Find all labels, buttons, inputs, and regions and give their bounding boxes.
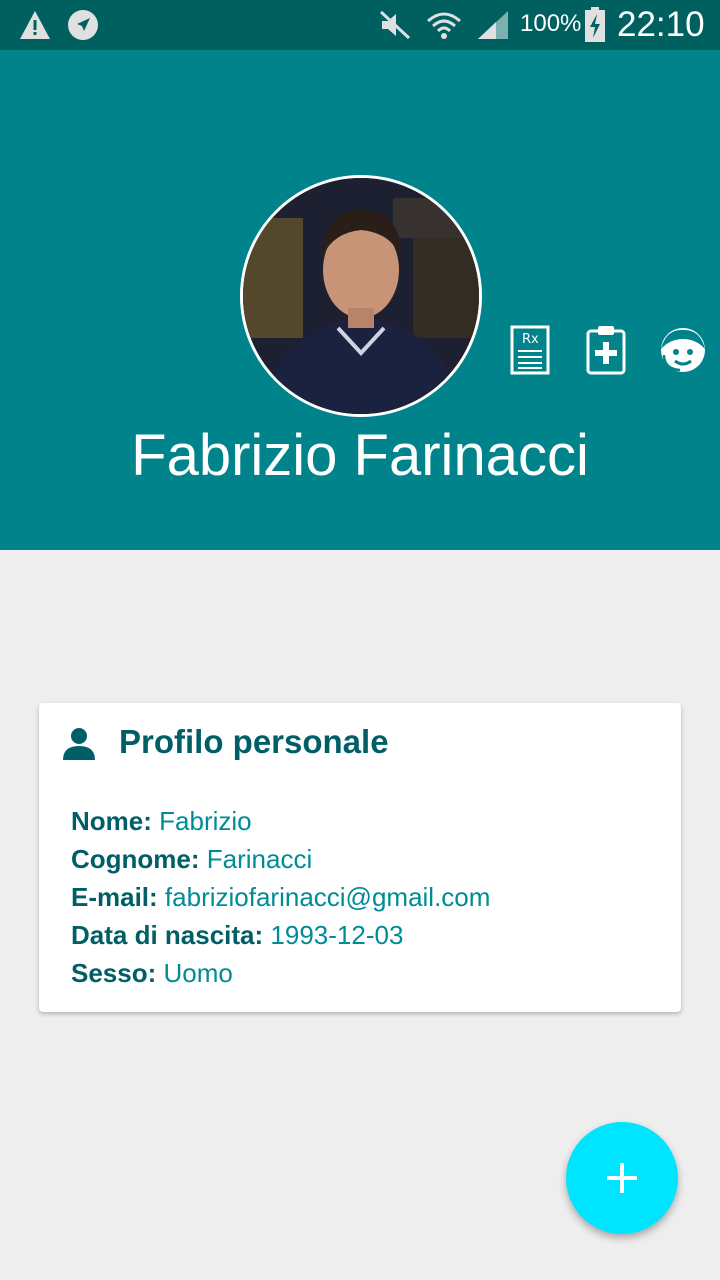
plus-icon — [607, 1163, 637, 1193]
warning-icon — [18, 9, 52, 41]
signal-icon — [476, 9, 510, 41]
battery-percent: 100% — [520, 10, 582, 37]
wifi-icon — [426, 9, 462, 43]
field-cognome — [71, 840, 490, 878]
profile-header — [0, 50, 720, 550]
user-name: Fabrizio Farinacci — [131, 423, 589, 488]
clock: 22:10 — [617, 5, 705, 44]
field-value: 1993-12-03 — [270, 920, 404, 950]
field-label: Nome: — [71, 806, 152, 836]
field-label: E-mail: — [71, 882, 158, 912]
field-value: fabriziofarinacci@gmail.com — [164, 882, 491, 912]
profile-fields — [71, 802, 490, 992]
svg-text:Rx: Rx — [522, 332, 539, 347]
field-value: Farinacci — [206, 844, 313, 874]
field-label: Sesso: — [71, 958, 157, 988]
card-title: Profilo personale — [119, 723, 389, 760]
profile-card — [39, 703, 681, 1012]
field-nome — [71, 802, 490, 840]
field-label: Cognome: — [71, 844, 200, 874]
field-email — [71, 878, 490, 916]
field-sesso — [71, 954, 490, 992]
navigation-icon — [67, 9, 99, 41]
add-fab-button[interactable] — [566, 1122, 678, 1234]
prescription-icon[interactable] — [510, 325, 550, 375]
field-value: Fabrizio — [159, 806, 252, 836]
avatar[interactable] — [240, 175, 482, 417]
mute-icon — [378, 9, 412, 41]
field-data-nascita — [71, 916, 490, 954]
field-label: Data di nascita: — [71, 920, 264, 950]
battery-charging-icon — [584, 7, 606, 43]
status-bar — [0, 0, 720, 50]
medical-clipboard-icon[interactable] — [585, 325, 627, 375]
field-value: Uomo — [163, 958, 233, 988]
doctor-icon[interactable] — [658, 325, 708, 375]
person-icon — [61, 727, 97, 761]
